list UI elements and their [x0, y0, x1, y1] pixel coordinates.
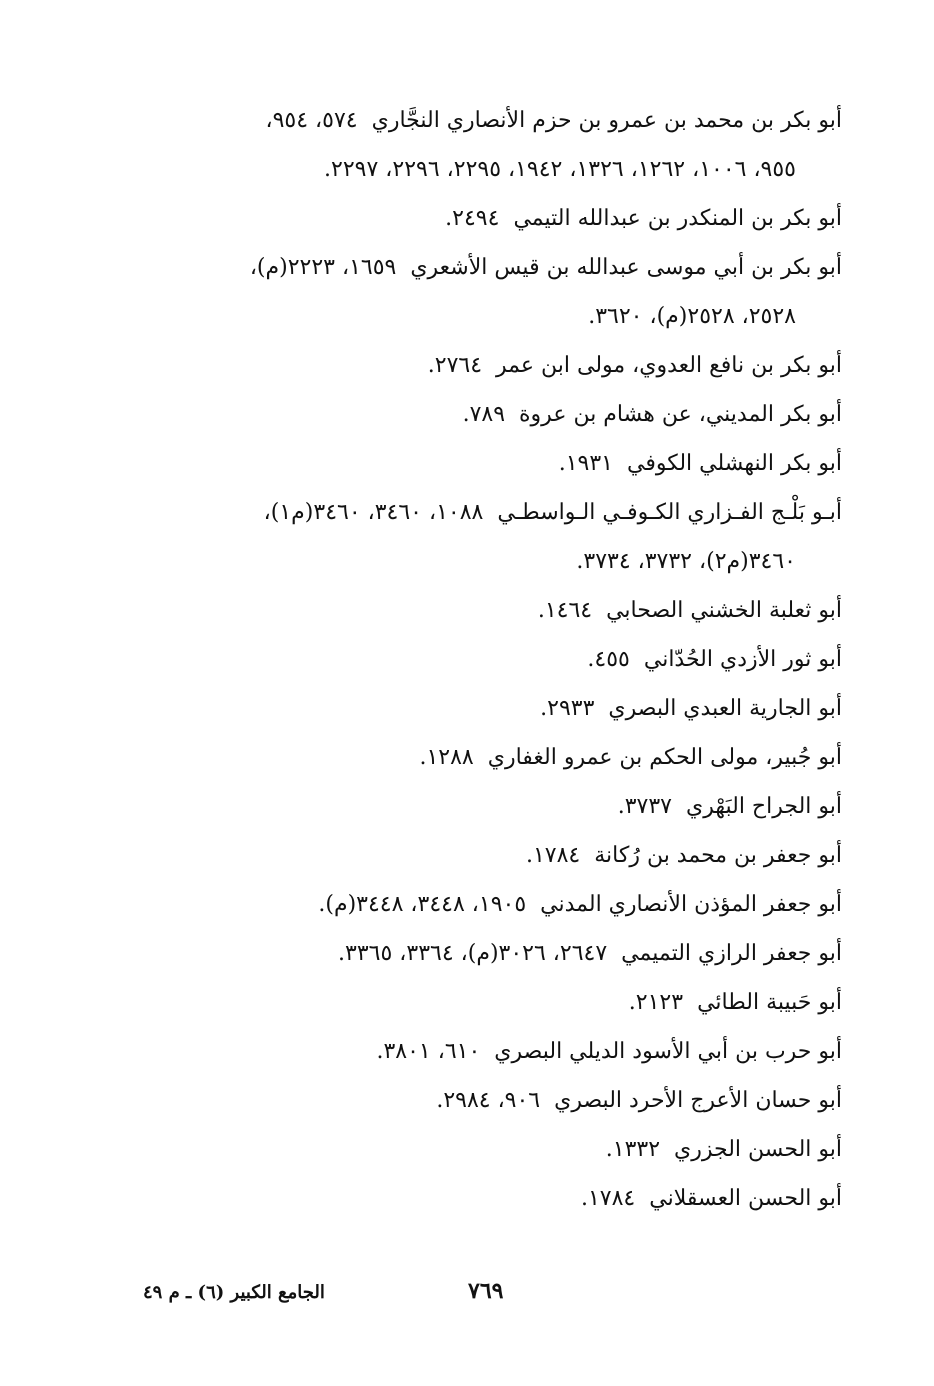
- page-number: ٧٦٩: [468, 1278, 504, 1304]
- entry-name: أبو ثور الأزدي الحُدّاني: [643, 647, 842, 672]
- entry-refs: ١٦٥٩، ٢٢٢٣(م)،: [249, 255, 397, 280]
- entry-refs: ٥٧٤، ٩٥٤،: [265, 108, 358, 133]
- entry-refs: ٩٠٦، ٢٩٨٤.: [436, 1088, 541, 1113]
- entry-name: أبو الحسن الجزري: [674, 1137, 842, 1162]
- entry-name: أبو الحسن العسقلاني: [649, 1186, 842, 1211]
- index-entry: [122, 684, 842, 733]
- entry-refs: ٦١٠، ٣٨٠١.: [376, 1039, 481, 1064]
- entry-refs: ٢٩٣٣.: [540, 696, 595, 721]
- index-entry: [122, 1027, 842, 1076]
- index-entry: [122, 831, 842, 880]
- page-footer: [0, 1278, 934, 1318]
- index-entry: [122, 929, 842, 978]
- entry-name: أبو جعفر بن محمد بن رُكانة: [594, 843, 842, 868]
- index-entry: [122, 488, 842, 586]
- entry-refs: ٢٧٦٤.: [427, 353, 483, 378]
- entry-refs: ٢٦٤٧، ٣٠٢٦(م)، ٣٣٦٤، ٣٣٦٥.: [338, 941, 608, 966]
- entry-name: أبو حسان الأعرج الأحرد البصري: [554, 1088, 842, 1113]
- entry-name: أبو بكر بن أبي موسى عبدالله بن قيس الأشعري: [410, 255, 842, 280]
- entry-refs: ٢٤٩٤.: [445, 206, 500, 231]
- entry-name: أبو جُبير، مولى الحكم بن عمرو الغفاري: [487, 745, 842, 770]
- entry-name: أبو جعفر الرازي التميمي: [621, 941, 842, 966]
- entry-refs: ١٧٨٤.: [525, 843, 581, 868]
- index-entry: [122, 880, 842, 929]
- index-entry: [122, 243, 842, 341]
- index-entry: [122, 978, 842, 1027]
- entry-refs: ١٧٨٤.: [580, 1186, 636, 1211]
- entry-name: أبـو بَلْـج الفـزاري الكـوفـي الـواسطـي: [497, 500, 842, 525]
- entry-refs-continued: ٩٥٥، ١٠٠٦، ١٢٦٢، ١٣٢٦، ١٩٤٢، ٢٢٩٥، ٢٢٩٦، ٢٢٩٧.: [324, 157, 796, 182]
- entry-refs: ١٩٠٥، ٣٤٤٨، ٣٤٤٨(م).: [318, 892, 527, 917]
- entry-name: أبو الجارية العبدي البصري: [608, 696, 842, 721]
- entry-refs-continued: ٢٥٢٨، ٢٥٢٨(م)، ٣٦٢٠.: [588, 304, 796, 329]
- entry-refs: ١٠٨٨، ٣٤٦٠، ٣٤٦٠(م١)،: [263, 500, 484, 525]
- index-entry: [122, 586, 842, 635]
- entry-name: أبو بكر النهشلي الكوفي: [626, 451, 842, 476]
- entry-refs: ٢١٢٣.: [628, 990, 684, 1015]
- entry-name: أبو بكر بن نافع العدوي، مولى ابن عمر: [496, 353, 842, 378]
- index-entry: [122, 96, 842, 194]
- entry-refs: ١٩٣١.: [558, 451, 613, 476]
- index-entry: [122, 1125, 842, 1174]
- index-entry: [122, 1174, 842, 1223]
- book-signature: الجامع الكبير (٦) ـ م ٤٩: [143, 1282, 325, 1303]
- entry-name: أبو حرب بن أبي الأسود الديلي البصري: [494, 1039, 842, 1064]
- index-entry: [122, 782, 842, 831]
- index-entry: [122, 341, 842, 390]
- index-entry: [122, 439, 842, 488]
- entry-refs: ٣٧٣٧.: [617, 794, 672, 819]
- entry-name: أبو جعفر المؤذن الأنصاري المدني: [540, 892, 842, 917]
- entry-name: أبو بكر بن محمد بن عمرو بن حزم الأنصاري النجَّاري: [371, 108, 842, 133]
- entry-name: أبو بكر بن المنكدر بن عبدالله التيمي: [513, 206, 842, 231]
- entry-name: أبو الجراح البَهْري: [685, 794, 842, 819]
- index-entry: [122, 1076, 842, 1125]
- entry-name: أبو ثعلبة الخشني الصحابي: [606, 598, 842, 623]
- entry-name: أبو حَبيبة الطائي: [697, 990, 842, 1015]
- index-entries: [122, 96, 842, 1223]
- entry-name: أبو بكر المديني، عن هشام بن عروة: [519, 402, 842, 427]
- index-entry: [122, 390, 842, 439]
- index-entry: [122, 733, 842, 782]
- index-entry: [122, 635, 842, 684]
- entry-refs: ٤٥٥.: [587, 647, 630, 672]
- entry-refs-continued: ٣٤٦٠(م٢)، ٣٧٣٢، ٣٧٣٤.: [576, 549, 796, 574]
- index-entry: [122, 194, 842, 243]
- entry-refs: ٧٨٩.: [462, 402, 506, 427]
- entry-refs: ١٤٦٤.: [537, 598, 593, 623]
- entry-refs: ١٢٨٨.: [419, 745, 474, 770]
- entry-refs: ١٣٣٢.: [605, 1137, 661, 1162]
